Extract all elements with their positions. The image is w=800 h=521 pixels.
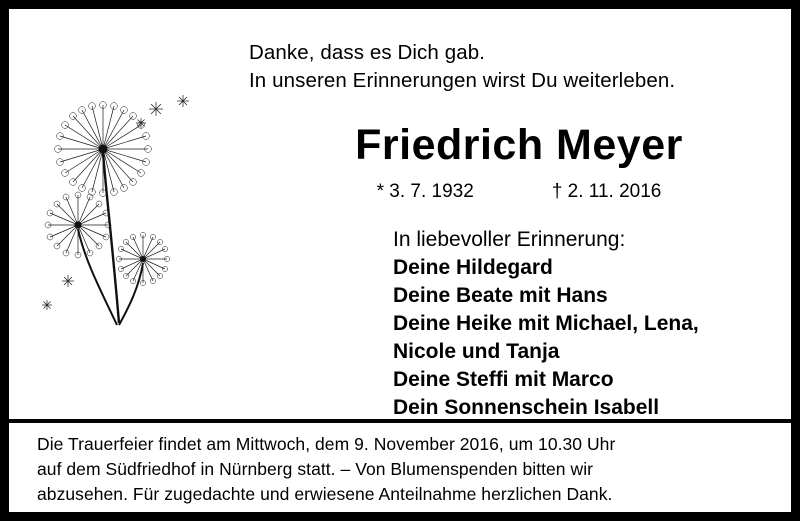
funeral-line-3: abzusehen. Für zugedachte und erwiesene Anteilnahme herzlichen Dank. [37,483,613,504]
list-item: Deine Heike mit Michael, Lena, [393,311,699,335]
list-item: Nicole und Tanja [393,339,560,363]
funeral-line-1: Die Trauerfeier findet am Mittwoch, dem 9. November 2016, um 10.30 Uhr [37,434,616,454]
list-item: Deine Hildegard [393,256,553,279]
funeral-details [37,432,763,507]
birth-date: * 3. 7. 1932 [376,181,474,202]
notice-top-section [9,9,791,419]
death-date: † 2. 11. 2016 [551,181,662,202]
mourners-block [393,228,793,422]
list-item: Deine Beate mit Hans [393,283,608,307]
mourners-list [393,254,793,422]
opening-verse [249,39,789,94]
opening-line-2: In unseren Erinnerungen wirst Du weiterleben. [249,68,676,92]
notice-bottom-section [9,423,791,512]
notice-inner [9,9,791,512]
opening-line-1: Danke, dass es Dich gab. [249,41,485,64]
mourners-lead: In liebevoller Erinnerung: [393,228,626,251]
dandelion-illustration-icon [33,91,253,361]
life-dates [259,181,779,203]
list-item: Deine Steffi mit Marco [393,367,614,391]
funeral-line-2: auf dem Südfriedhof in Nürnberg statt. – Von Blumenspenden bitten wir [37,458,594,479]
list-item: Dein Sonnenschein Isabell [393,395,660,419]
deceased-name: Friedrich Meyer [355,121,683,169]
